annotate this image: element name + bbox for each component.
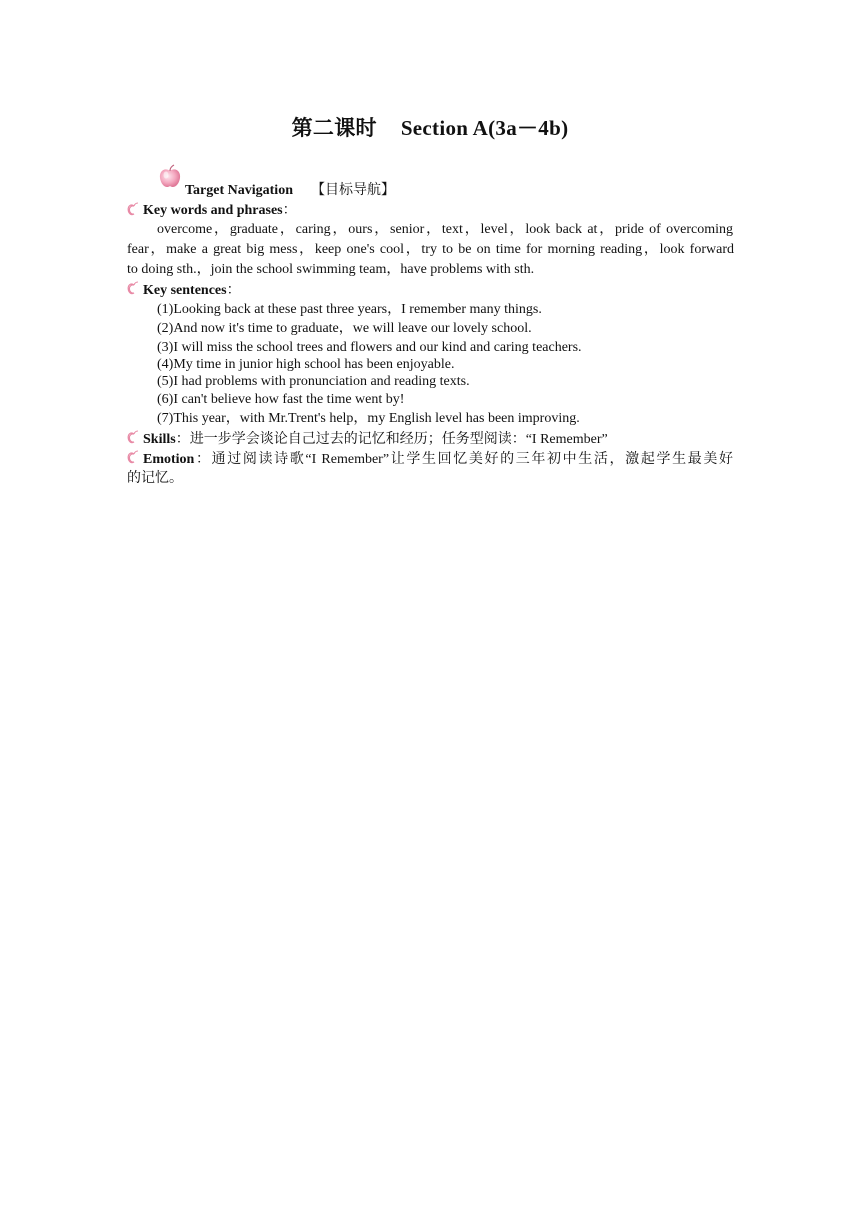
key-sentences-heading: Key sentences： — [143, 283, 241, 298]
key-words-line-3: to doing sth.，join the school swimming team，have problems with sth. — [127, 262, 535, 277]
sentence-item: (6)I can't believe how fast the time went by! — [157, 392, 405, 407]
target-navigation-heading — [185, 182, 395, 200]
emotion-text-1: ：通过阅读诗歌“I Remember”让学生回忆美好的三年初中生活，激起学生最美好 — [194, 452, 733, 467]
sentence-item: (3)I will miss the school trees and flowers and our kind and caring teachers. — [157, 340, 582, 355]
title-section: Section A(3a－4b) — [400, 116, 569, 140]
sentence-item: (1)Looking back at these past three years，I remember many things. — [157, 302, 542, 317]
emotion-line-2: 的记忆。 — [127, 471, 183, 486]
target-navigation-label-cn: 【目标导航】 — [310, 183, 395, 198]
skills-line — [143, 431, 608, 449]
emotion-label: Emotion — [143, 452, 195, 467]
key-sentences-label: Key sentences — [143, 283, 227, 298]
skills-text: ：进一步学会谈论自己过去的记忆和经历；任务型阅读：“I Remember” — [175, 432, 608, 447]
emotion-line-1 — [143, 451, 733, 469]
page-title — [0, 112, 860, 142]
apple-outline-icon — [127, 430, 141, 444]
sentence-item: (5)I had problems with pronunciation and reading texts. — [157, 374, 470, 389]
key-words-line-1: overcome，graduate，caring，ours，senior，text，level，look back at，pride of overcoming — [157, 222, 733, 237]
sentence-item: (7)This year，with Mr.Trent's help，my English level has been improving. — [157, 411, 580, 426]
key-words-heading: Key words and phrases： — [143, 203, 297, 218]
key-words-line-2: fear，make a great big mess，keep one's cool，try to be on time for morning reading，look forward — [127, 242, 734, 257]
target-navigation-label: Target Navigation — [185, 183, 293, 198]
apple-icon — [157, 164, 183, 190]
skills-label: Skills — [143, 432, 176, 447]
sentence-item: (4)My time in junior high school has been enjoyable. — [157, 357, 455, 372]
apple-outline-icon — [127, 281, 141, 295]
sentence-item: (2)And now it's time to graduate，we will leave our lovely school. — [157, 321, 532, 336]
key-words-label: Key words and phrases — [143, 203, 283, 218]
apple-outline-icon — [127, 202, 141, 216]
apple-outline-icon — [127, 450, 141, 464]
title-chinese: 第二课时 — [291, 116, 377, 140]
